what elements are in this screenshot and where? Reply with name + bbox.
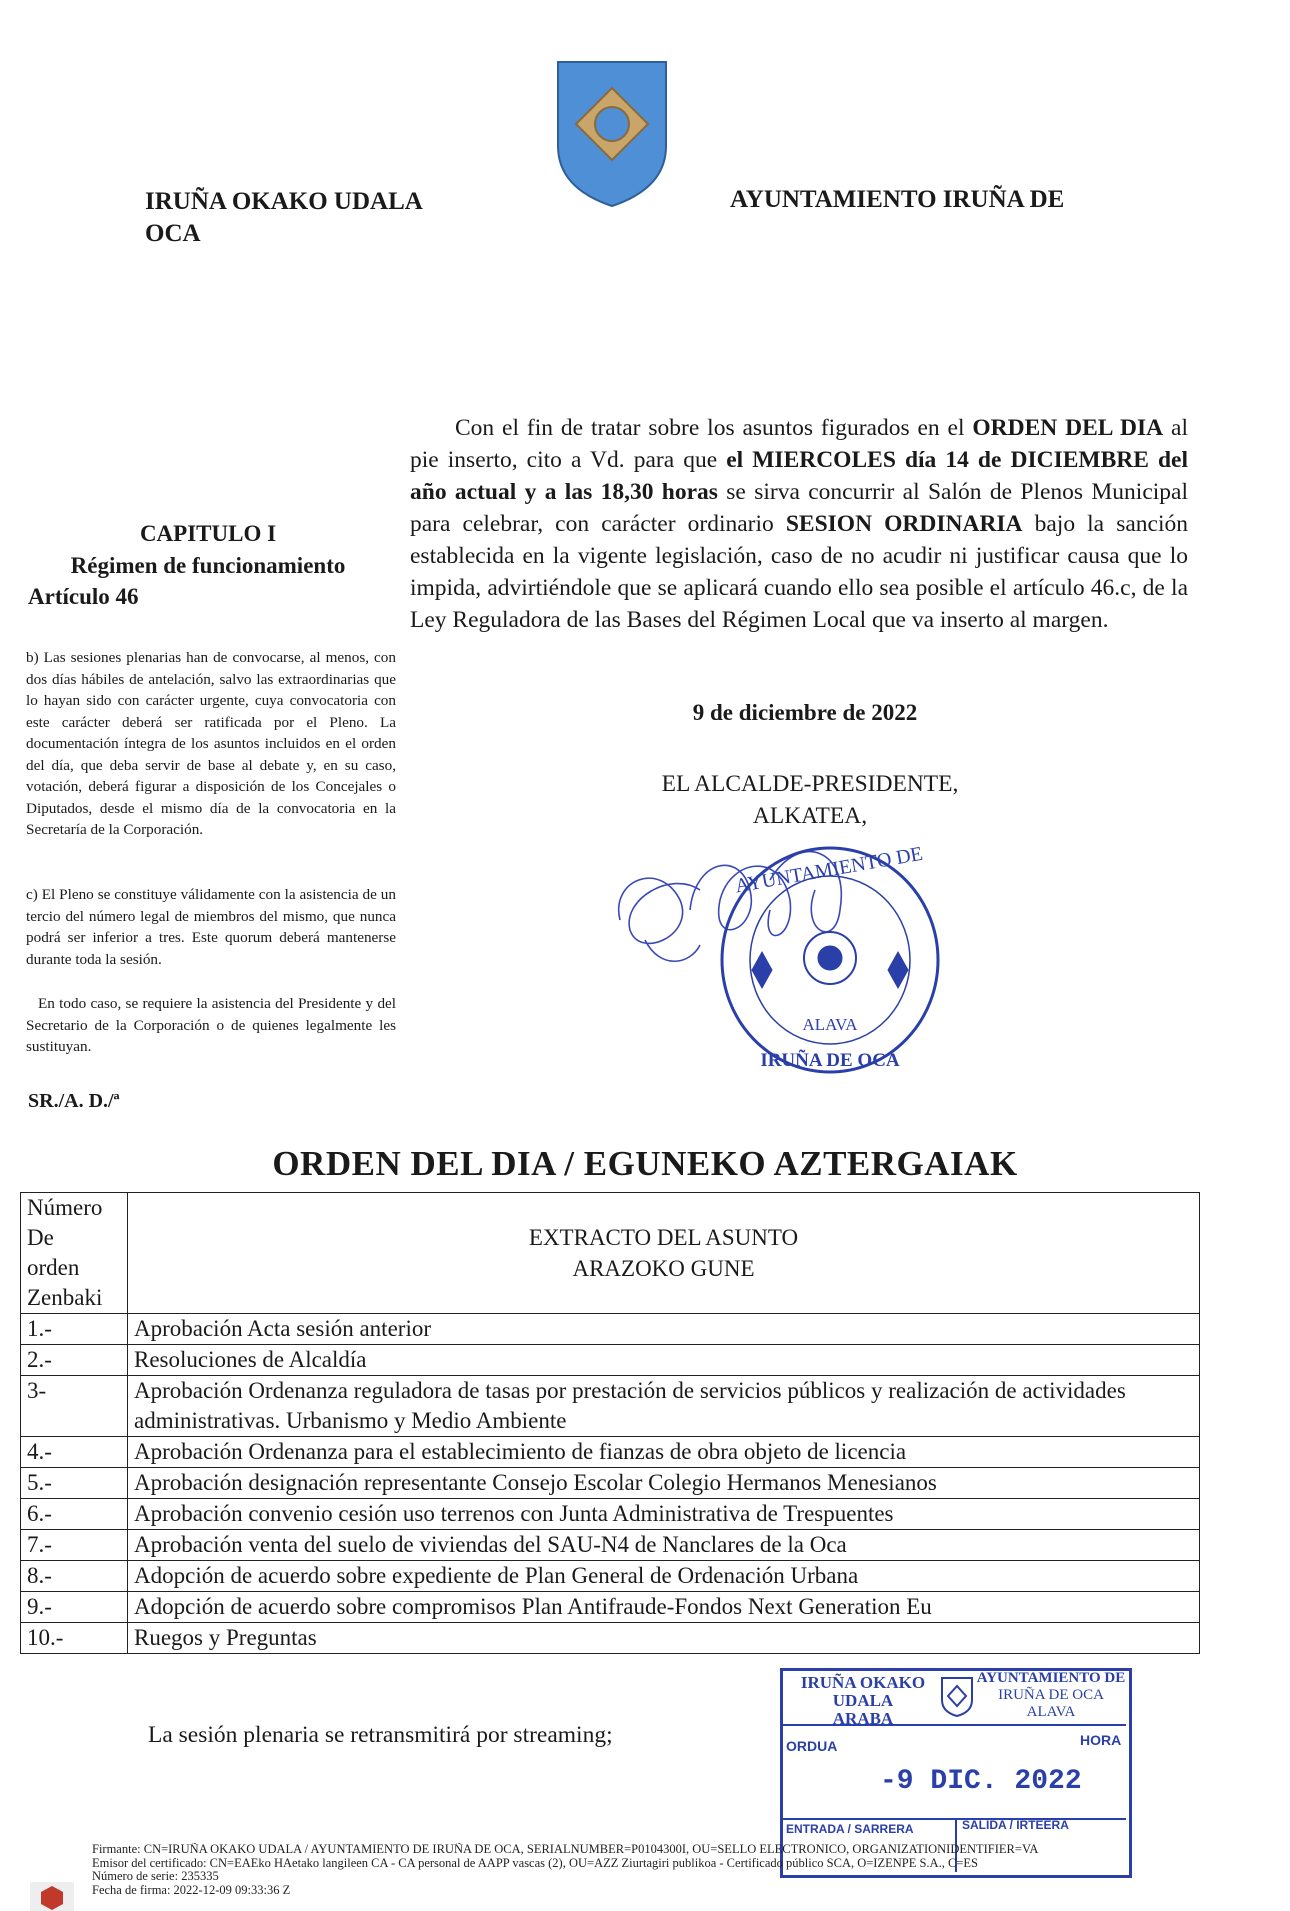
seal-text-top: AYUNTAMIENTO DE	[733, 842, 925, 898]
agenda-item-number: 7.-	[21, 1530, 128, 1561]
agenda-row	[21, 1561, 1200, 1592]
agenda-item-text: Adopción de acuerdo sobre expediente de Plan General de Ordenación Urbana	[128, 1561, 1200, 1592]
agenda-row	[21, 1530, 1200, 1561]
agenda-row	[21, 1376, 1200, 1437]
signatory-title: EL ALCALDE-PRESIDENTE,	[661, 771, 959, 797]
agenda-item-number: 5.-	[21, 1468, 128, 1499]
convocation-text-4: bajo la sanción establecida en la vigente legislación, caso de no acudir ni justificar causa que lo impida, advirtiéndole que se aplicará cuando ello sea posible el artículo 46.c, de la Ley Reguladora de las Bases del Régimen Local que va inserto al margen.	[410, 511, 1188, 633]
agenda-item-text: Aprobación Ordenanza para el establecimiento de fianzas de obra objeto de licencia	[128, 1437, 1200, 1468]
article-paragraph-c: c) El Pleno se constituye válidamente con la asistencia de un tercio del número legal de miembros del mismo, que nunca podrá ser inferior a tres. Este quorum deberá mantenerse durante toda la sesión.	[26, 886, 396, 968]
agenda-item-number: 2.-	[21, 1345, 128, 1376]
convocation-bold-3: SESION ORDINARIA	[785, 511, 1023, 537]
agenda-row	[21, 1468, 1200, 1499]
agenda-item-number: 10.-	[21, 1623, 128, 1654]
stamp-right-line2: IRUÑA DE OCA	[998, 1687, 1104, 1703]
article-number: Artículo 46	[28, 584, 139, 609]
stamp-left-line1: IRUÑA OKAKO	[800, 1673, 926, 1692]
signature-and-seal	[600, 840, 970, 1090]
header-number-line: Zenbaki	[27, 1285, 103, 1310]
agenda-item-text: Aprobación Acta sesión anterior	[128, 1314, 1200, 1345]
stamp-right-line1: AYUNTAMIENTO DE	[976, 1670, 1126, 1686]
agenda-row	[21, 1499, 1200, 1530]
agenda-item-number: 1.-	[21, 1314, 128, 1345]
stamp-left-line3: ARABA	[832, 1709, 894, 1728]
agenda-row	[21, 1623, 1200, 1654]
serial-line: Número de serie: 235335	[92, 1869, 219, 1883]
stamp-right-line3: ALAVA	[1026, 1704, 1076, 1720]
signer-line: Firmante: CN=IRUÑA OKAKO UDALA / AYUNTAMIENTO DE IRUÑA DE OCA, SERIALNUMBER=P0104300I, OU=SELLO ELECTRONICO, ORGANIZATIONIDENTIFIER=VA	[92, 1843, 1039, 1856]
header-basque-name: IRUÑA OKAKO UDALA OCA	[145, 188, 422, 247]
issuer-line: Emisor del certificado: CN=EAEko HAetako langileen CA - CA personal de AAPP vascas (2), OU=AZZ Ziurtagiri publikoa - Certificado público SCA, O=IZENPE S.A., C=ES	[92, 1855, 978, 1870]
agenda-header-row	[21, 1193, 1200, 1314]
chapter-title: CAPITULO I	[139, 521, 277, 546]
agenda-row	[21, 1437, 1200, 1468]
convocation-text-3: se sirva concurrir al Salón de Plenos Municipal para celebrar, con carácter ordinario	[410, 479, 1188, 537]
agenda-title: ORDEN DEL DIA / EGUNEKO AZTERGAIAK	[272, 1144, 1018, 1183]
agenda-item-number: 6.-	[21, 1499, 128, 1530]
municipal-crest-icon	[556, 60, 668, 208]
document-date: 9 de diciembre de 2022	[692, 700, 918, 725]
agenda-item-text: Ruegos y Preguntas	[128, 1623, 1200, 1654]
stamp-crest-icon	[940, 1676, 974, 1718]
agenda-row	[21, 1314, 1200, 1345]
agenda-header-number	[21, 1193, 128, 1314]
article-paragraph-b: b) Las sesiones plenarias han de convocarse, al menos, con dos días hábiles de antelación, salvo las extraordinarias que lo hayan sido con carácter urgente, cuya convocatoria con este carácter deberá ser ratificada por el Pleno. La documentación íntegra de los asuntos incluidos en el orden del día, que deba servir de base al debate y, en su caso, votación, deberá figurar a disposición de los Concejales o Diputados, desde el mismo día de la convocatoria en la Secretaría de la Corporación.	[26, 649, 396, 838]
convocation-text-2: al pie inserto, cito a Vd. para que	[410, 415, 1188, 473]
streaming-note: La sesión plenaria se retransmitirá por streaming;	[148, 1722, 613, 1748]
agenda-item-number: 4.-	[21, 1437, 128, 1468]
signatory-title-basque: ALKATEA,	[752, 803, 868, 829]
seal-text-bottom: IRUÑA DE OCA	[760, 1050, 900, 1071]
convocation-bold-1: ORDEN DEL DIA	[972, 415, 1164, 441]
header-number-line: De	[27, 1225, 54, 1250]
agenda-item-number: 3-	[21, 1376, 128, 1437]
sign-date-line: Fecha de firma: 2022-12-09 09:33:36 Z	[92, 1882, 291, 1897]
agenda-item-text: Aprobación designación representante Consejo Escolar Colegio Hermanos Menesianos	[128, 1468, 1200, 1499]
stamp-date: -9 DIC. 2022	[880, 1766, 1082, 1797]
header-spanish-name: AYUNTAMIENTO IRUÑA DE	[730, 186, 1065, 213]
header-number-line: Número	[27, 1195, 103, 1220]
agenda-item-text: Aprobación venta del suelo de viviendas del SAU-N4 de Nanclares de la Oca	[128, 1530, 1200, 1561]
header-extract-line: EXTRACTO DEL ASUNTO	[528, 1225, 799, 1250]
stamp-entrada-label: ENTRADA / SARRERA	[786, 1822, 914, 1836]
agenda-table	[20, 1192, 1200, 1654]
convocation-text	[410, 412, 1188, 636]
header-number-line: orden	[27, 1255, 80, 1280]
signatory-block	[410, 768, 1210, 832]
agenda-item-text: Resoluciones de Alcaldía	[128, 1345, 1200, 1376]
stamp-left-line2: UDALA	[832, 1691, 894, 1710]
chapter-subtitle: Régimen de funcionamiento	[70, 553, 346, 578]
header-extract-line: ARAZOKO GUNE	[572, 1256, 755, 1281]
electronic-signature-details	[92, 1843, 1287, 1897]
seal-text-middle: ALAVA	[802, 1015, 858, 1034]
recipient-salutation: SR./A. D./ª	[28, 1090, 120, 1112]
agenda-item-text: Aprobación convenio cesión uso terrenos con Junta Administrativa de Trespuentes	[128, 1499, 1200, 1530]
agenda-header-extract	[128, 1193, 1200, 1314]
chapter-heading	[28, 518, 388, 582]
agenda-item-number: 8.-	[21, 1561, 128, 1592]
convocation-text-1: Con el fin de tratar sobre los asuntos figurados en el	[455, 415, 973, 441]
agenda-row	[21, 1592, 1200, 1623]
stamp-ordua-label: ORDUA	[786, 1738, 838, 1754]
agenda-item-text: Adopción de acuerdo sobre compromisos Plan Antifraude-Fondos Next Generation Eu	[128, 1592, 1200, 1623]
convocation-bold-2: el MIERCOLES día 14 de DICIEMBRE del año actual y a las 18,30 horas	[410, 447, 1188, 505]
stamp-salida-label: SALIDA / IRTEERA	[962, 1818, 1069, 1832]
agenda-item-text: Aprobación Ordenanza reguladora de tasas por prestación de servicios públicos y realización de actividades administrativas. Urbanismo y Medio Ambiente	[128, 1376, 1200, 1437]
electronic-seal-icon	[30, 1882, 74, 1911]
article-paragraph-c-continued: En todo caso, se requiere la asistencia del Presidente y del Secretario de la Corporación o de quienes legalmente les sustituyan.	[26, 995, 396, 1055]
agenda-row	[21, 1345, 1200, 1376]
agenda-item-number: 9.-	[21, 1592, 128, 1623]
stamp-hora-label: HORA	[1080, 1732, 1122, 1748]
